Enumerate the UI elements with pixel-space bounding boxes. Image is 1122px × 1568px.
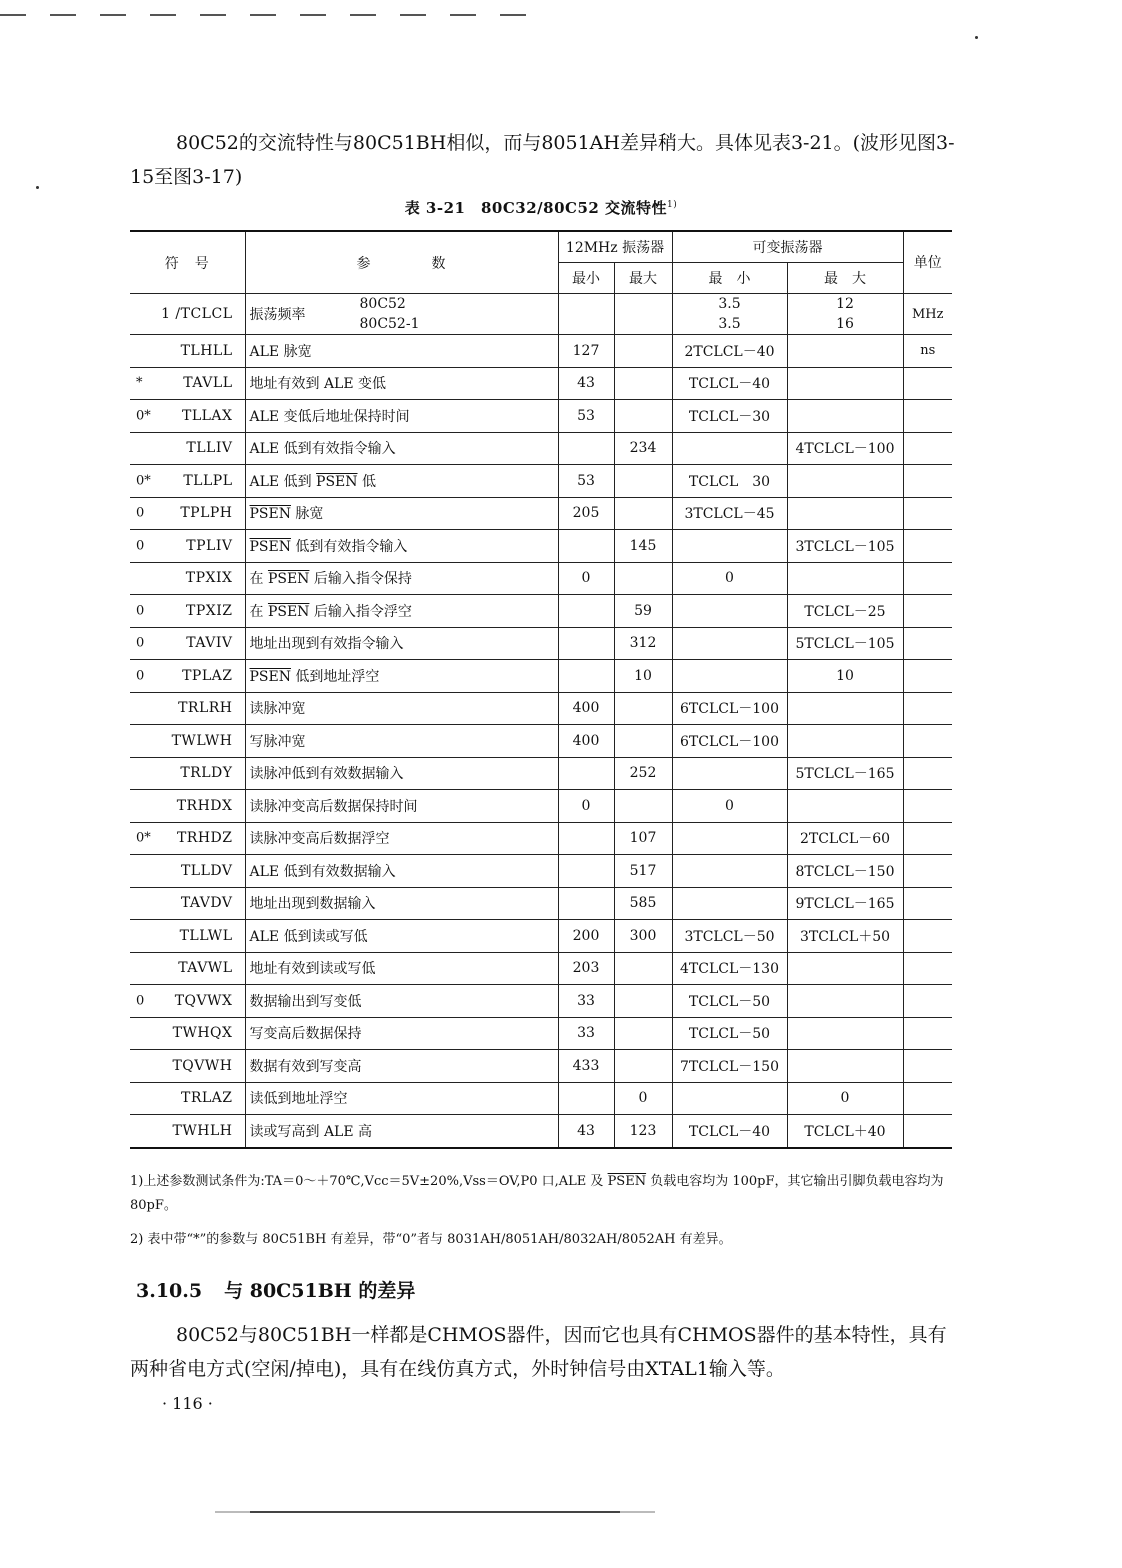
cell-parameter: ALE 脉宽 <box>245 335 558 368</box>
table-row <box>130 725 952 758</box>
cell-parameter: ALE 低到 PSEN 低 <box>245 465 558 498</box>
cell-max-12mhz <box>614 952 672 985</box>
cell-max-variable: 0 <box>787 1082 903 1115</box>
table-row <box>130 367 952 400</box>
header-max-variable: 最 大 <box>787 263 903 294</box>
cell-symbol <box>130 562 245 595</box>
cell-unit <box>903 465 952 498</box>
row-mark: 0* <box>136 473 151 489</box>
cell-symbol <box>130 1082 245 1115</box>
row-symbol: TPLAZ <box>182 667 233 684</box>
table-row <box>130 400 952 433</box>
scan-edge-dashes <box>0 14 540 16</box>
cell-min-12mhz <box>558 757 614 790</box>
cell-max-variable <box>787 692 903 725</box>
row-symbol: TLLPL <box>183 472 233 489</box>
row-symbol: TAVLL <box>183 375 233 392</box>
cell-unit <box>903 497 952 530</box>
header-max-12mhz: 最大 <box>614 263 672 294</box>
cell-max-variable: 2TCLCL－60 <box>787 822 903 855</box>
cell-max-12mhz <box>614 725 672 758</box>
cell-unit: MHz <box>903 294 952 335</box>
table-row <box>130 432 952 465</box>
cell-min-12mhz: 203 <box>558 952 614 985</box>
cell-min-12mhz <box>558 887 614 920</box>
cell-max-variable: 5TCLCL－165 <box>787 757 903 790</box>
cell-symbol <box>130 1115 245 1148</box>
cell-parameter: 读脉冲宽 <box>245 692 558 725</box>
cell-min-12mhz <box>558 294 614 335</box>
cell-unit <box>903 725 952 758</box>
cell-min-variable: TCLCL－30 <box>672 400 787 433</box>
cell-min-12mhz: 400 <box>558 692 614 725</box>
cell-unit <box>903 822 952 855</box>
model-80c52-1: 80C52-1 <box>359 316 420 332</box>
cell-parameter: 数据输出到写变低 <box>245 985 558 1018</box>
row-mark: 0 <box>136 505 145 521</box>
cell-symbol <box>130 627 245 660</box>
row-symbol: TRLAZ <box>180 1090 233 1107</box>
cell-min-12mhz: 33 <box>558 985 614 1018</box>
cell-min-12mhz <box>558 530 614 563</box>
table-row <box>130 952 952 985</box>
cell-min-12mhz <box>558 432 614 465</box>
header-min-variable: 最 小 <box>672 263 787 294</box>
header-parameter: 参 数 <box>245 231 558 294</box>
cell-parameter: 读脉冲低到有效数据输入 <box>245 757 558 790</box>
cell-parameter: PSEN 低到有效指令输入 <box>245 530 558 563</box>
row-mark: 0* <box>136 830 151 846</box>
cell-min-variable: 3.5 3.5 <box>672 294 787 335</box>
table-caption <box>130 197 952 218</box>
cell-max-variable: 10 <box>787 660 903 693</box>
cell-min-12mhz <box>558 595 614 628</box>
cell-parameter: 地址有效到读或写低 <box>245 952 558 985</box>
cell-symbol <box>130 757 245 790</box>
cell-symbol <box>130 595 245 628</box>
table-row <box>130 757 952 790</box>
frequency-label: 振荡频率 <box>249 307 306 323</box>
cell-min-12mhz <box>558 660 614 693</box>
cell-parameter: ALE 低到读或写低 <box>245 920 558 953</box>
cell-min-variable: 3TCLCL－45 <box>672 497 787 530</box>
cell-parameter: 写变高后数据保持 <box>245 1017 558 1050</box>
cell-unit <box>903 400 952 433</box>
cell-unit <box>903 920 952 953</box>
cell-min-12mhz: 433 <box>558 1050 614 1083</box>
table-row <box>130 822 952 855</box>
table-row <box>130 1082 952 1115</box>
cell-max-12mhz: 517 <box>614 855 672 888</box>
cell-min-variable: TCLCL－40 <box>672 367 787 400</box>
cell-max-variable <box>787 725 903 758</box>
cell-min-variable: TCLCL－40 <box>672 1115 787 1148</box>
cell-symbol <box>130 465 245 498</box>
model-80c52: 80C52 <box>359 296 406 312</box>
cell-min-variable: 6TCLCL－100 <box>672 692 787 725</box>
row-symbol: TAVIV <box>186 635 233 652</box>
cell-max-variable <box>787 790 903 823</box>
row-symbol: TRHDX <box>176 797 233 814</box>
cell-min-variable: TCLCL－50 <box>672 985 787 1018</box>
cell-max-12mhz <box>614 1017 672 1050</box>
cell-symbol <box>130 725 245 758</box>
cell-max-variable <box>787 400 903 433</box>
row-symbol: TLLWL <box>179 927 233 944</box>
cell-unit <box>903 692 952 725</box>
row-symbol: TPXIX <box>185 570 233 587</box>
scan-bottom-line <box>215 1511 655 1513</box>
cell-unit <box>903 627 952 660</box>
row-symbol: TRLRH <box>178 700 233 717</box>
cell-parameter: PSEN 脉宽 <box>245 497 558 530</box>
section-number: 3.10.5 <box>136 1280 203 1302</box>
cell-max-12mhz: 252 <box>614 757 672 790</box>
row-symbol: TAVDV <box>180 895 233 912</box>
cell-max-12mhz <box>614 294 672 335</box>
scan-speck <box>975 36 978 39</box>
cell-min-12mhz: 33 <box>558 1017 614 1050</box>
cell-min-variable <box>672 757 787 790</box>
cell-min-12mhz: 43 <box>558 1115 614 1148</box>
cell-max-12mhz <box>614 985 672 1018</box>
cell-min-variable: 2TCLCL－40 <box>672 335 787 368</box>
table-row <box>130 530 952 563</box>
cell-symbol <box>130 432 245 465</box>
cell-symbol <box>130 887 245 920</box>
table-caption-note: 1) <box>667 200 678 210</box>
cell-max-12mhz <box>614 1050 672 1083</box>
cell-min-12mhz <box>558 1082 614 1115</box>
cell-max-12mhz <box>614 367 672 400</box>
table-row <box>130 497 952 530</box>
cell-parameter: ALE 变低后地址保持时间 <box>245 400 558 433</box>
cell-max-12mhz: 123 <box>614 1115 672 1148</box>
cell-min-variable: 0 <box>672 790 787 823</box>
cell-min-12mhz: 205 <box>558 497 614 530</box>
table-row <box>130 985 952 1018</box>
cell-min-variable <box>672 432 787 465</box>
cell-max-12mhz <box>614 790 672 823</box>
header-12mhz-oscillator: 12MHz 振荡器 <box>558 231 672 263</box>
cell-max-12mhz: 145 <box>614 530 672 563</box>
footnote-1: 1)上述参数测试条件为:TA＝0～＋70℃,Vcc＝5V±20%,Vss＝OV,P0 口,ALE 及 PSEN 负载电容均为 100pF，其它输出引脚负载电容均为 80pF。 <box>130 1174 944 1213</box>
cell-max-12mhz: 312 <box>614 627 672 660</box>
cell-parameter: 地址出现到数据输入 <box>245 887 558 920</box>
section-title: 与 80C51BH 的差异 <box>224 1280 416 1302</box>
cell-max-variable <box>787 1017 903 1050</box>
cell-min-12mhz <box>558 822 614 855</box>
cell-max-variable <box>787 335 903 368</box>
cell-symbol <box>130 1017 245 1050</box>
cell-unit <box>903 367 952 400</box>
cell-max-variable: TCLCL－25 <box>787 595 903 628</box>
cell-max-12mhz: 10 <box>614 660 672 693</box>
cell-max-variable: 3TCLCL＋50 <box>787 920 903 953</box>
cell-symbol <box>130 530 245 563</box>
cell-min-variable <box>672 822 787 855</box>
cell-max-variable: 5TCLCL－105 <box>787 627 903 660</box>
cell-unit <box>903 1050 952 1083</box>
cell-max-12mhz: 234 <box>614 432 672 465</box>
cell-parameter: 写脉冲宽 <box>245 725 558 758</box>
table-row <box>130 465 952 498</box>
page-number: · 116 · <box>162 1394 213 1413</box>
cell-unit <box>903 562 952 595</box>
row-symbol: TLLAX <box>181 407 233 424</box>
header-min-12mhz: 最小 <box>558 263 614 294</box>
table-row <box>130 1050 952 1083</box>
cell-max-variable <box>787 952 903 985</box>
cell-parameter: 读低到地址浮空 <box>245 1082 558 1115</box>
cell-max-variable: 3TCLCL－105 <box>787 530 903 563</box>
row-symbol: TPLPH <box>180 505 233 522</box>
cell-min-12mhz <box>558 855 614 888</box>
table-row <box>130 595 952 628</box>
cell-unit <box>903 855 952 888</box>
cell-min-variable: 7TCLCL－150 <box>672 1050 787 1083</box>
cell-parameter: 在 PSEN 后输入指令浮空 <box>245 595 558 628</box>
cell-parameter: 地址有效到 ALE 变低 <box>245 367 558 400</box>
table-row <box>130 1017 952 1050</box>
row-symbol: TWHQX <box>172 1025 233 1042</box>
cell-unit <box>903 595 952 628</box>
row-symbol: TWLWH <box>171 732 233 749</box>
cell-min-variable: 0 <box>672 562 787 595</box>
body-paragraph: 80C52与80C51BH一样都是CHMOS器件，因而它也具有CHMOS器件的基本特性，具有两种省电方式(空闲/掉电)，具有在线仿真方式，外时钟信号由XTAL1输入等。 <box>130 1324 947 1380</box>
table-row <box>130 887 952 920</box>
row-symbol: TLHLL <box>180 342 233 359</box>
cell-max-variable: TCLCL＋40 <box>787 1115 903 1148</box>
row-symbol: TPLIV <box>186 537 233 554</box>
cell-max-variable: 12 16 <box>787 294 903 335</box>
cell-max-12mhz <box>614 692 672 725</box>
table-row <box>130 920 952 953</box>
section-heading <box>136 1276 415 1303</box>
table-row <box>130 562 952 595</box>
cell-min-12mhz: 0 <box>558 790 614 823</box>
cell-parameter: PSEN 低到地址浮空 <box>245 660 558 693</box>
cell-unit <box>903 432 952 465</box>
cell-unit <box>903 1115 952 1148</box>
cell-unit <box>903 1017 952 1050</box>
ac-characteristics-table <box>130 230 952 1149</box>
cell-unit <box>903 887 952 920</box>
cell-max-12mhz: 0 <box>614 1082 672 1115</box>
row-symbol: TQVWH <box>172 1057 233 1074</box>
cell-min-variable <box>672 595 787 628</box>
row-mark: 0 <box>136 668 145 684</box>
cell-unit <box>903 530 952 563</box>
row-mark: 0 <box>136 603 145 619</box>
cell-unit <box>903 1082 952 1115</box>
header-symbol: 符 号 <box>130 231 245 294</box>
cell-symbol <box>130 335 245 368</box>
cell-unit <box>903 985 952 1018</box>
cell-symbol <box>130 660 245 693</box>
cell-max-variable: 8TCLCL－150 <box>787 855 903 888</box>
cell-symbol <box>130 497 245 530</box>
table-row <box>130 1115 952 1148</box>
cell-symbol <box>130 692 245 725</box>
cell-parameter: 读或写高到 ALE 高 <box>245 1115 558 1148</box>
row-mark: * <box>136 375 143 391</box>
cell-max-variable <box>787 562 903 595</box>
cell-symbol <box>130 822 245 855</box>
row-mark: 0* <box>136 408 151 424</box>
cell-symbol <box>130 855 245 888</box>
cell-max-12mhz: 300 <box>614 920 672 953</box>
cell-max-12mhz <box>614 335 672 368</box>
cell-min-variable <box>672 1082 787 1115</box>
cell-unit <box>903 952 952 985</box>
cell-max-12mhz: 59 <box>614 595 672 628</box>
cell-max-12mhz <box>614 562 672 595</box>
cell-min-variable <box>672 855 787 888</box>
row-symbol: TAVWL <box>178 960 233 977</box>
row-symbol: TWHLH <box>172 1122 233 1139</box>
cell-parameter: 数据有效到写变高 <box>245 1050 558 1083</box>
table-row <box>130 855 952 888</box>
cell-symbol <box>130 790 245 823</box>
cell-unit <box>903 757 952 790</box>
cell-parameter: 读脉冲变高后数据保持时间 <box>245 790 558 823</box>
cell-min-12mhz: 53 <box>558 465 614 498</box>
cell-max-variable <box>787 465 903 498</box>
cell-parameter: 地址出现到有效指令输入 <box>245 627 558 660</box>
cell-parameter <box>245 294 558 335</box>
cell-max-variable: 9TCLCL－165 <box>787 887 903 920</box>
cell-symbol <box>130 920 245 953</box>
cell-min-12mhz: 400 <box>558 725 614 758</box>
cell-symbol <box>130 985 245 1018</box>
cell-min-12mhz: 200 <box>558 920 614 953</box>
cell-max-12mhz <box>614 497 672 530</box>
cell-symbol: 1 /TCLCL <box>130 294 245 335</box>
table-row-frequency <box>130 294 952 335</box>
cell-parameter: ALE 低到有效数据输入 <box>245 855 558 888</box>
table-caption-text: 表 3-21 80C32/80C52 交流特性 <box>404 199 668 217</box>
cell-max-variable <box>787 367 903 400</box>
cell-min-12mhz: 43 <box>558 367 614 400</box>
table-row <box>130 660 952 693</box>
cell-max-variable: 4TCLCL－100 <box>787 432 903 465</box>
row-symbol: TRHDZ <box>176 830 233 847</box>
cell-parameter: 读脉冲变高后数据浮空 <box>245 822 558 855</box>
cell-min-variable: TCLCL－50 <box>672 1017 787 1050</box>
psen-overline: PSEN <box>607 1174 647 1189</box>
cell-max-12mhz <box>614 400 672 433</box>
cell-min-variable <box>672 530 787 563</box>
header-unit: 单位 <box>903 231 952 294</box>
cell-max-12mhz: 585 <box>614 887 672 920</box>
table-row <box>130 692 952 725</box>
cell-min-variable: 6TCLCL－100 <box>672 725 787 758</box>
row-symbol: TLLDV <box>180 862 233 879</box>
cell-unit: ns <box>903 335 952 368</box>
cell-parameter: ALE 低到有效指令输入 <box>245 432 558 465</box>
cell-min-variable <box>672 887 787 920</box>
cell-max-variable <box>787 1050 903 1083</box>
table-row <box>130 335 952 368</box>
footnote-2: 2) 表中带“*”的参数与 80C51BH 有差异，带“0”者与 8031AH/8051AH/8032AH/8052AH 有差异。 <box>130 1232 732 1247</box>
cell-symbol <box>130 1050 245 1083</box>
cell-symbol <box>130 952 245 985</box>
cell-symbol <box>130 367 245 400</box>
table-row <box>130 790 952 823</box>
row-symbol: TQVWX <box>174 992 233 1009</box>
cell-min-variable: 3TCLCL－50 <box>672 920 787 953</box>
row-symbol: TPXIZ <box>186 602 233 619</box>
cell-min-variable <box>672 660 787 693</box>
cell-min-12mhz: 0 <box>558 562 614 595</box>
table-row <box>130 627 952 660</box>
cell-min-variable: TCLCL 30 <box>672 465 787 498</box>
row-mark: 0 <box>136 993 145 1009</box>
cell-min-variable: 4TCLCL－130 <box>672 952 787 985</box>
intro-paragraph: 80C52的交流特性与80C51BH相似，而与8051AH差异稍大。具体见表3-21。(波形见图3-15至图3-17) <box>130 132 955 188</box>
cell-unit <box>903 660 952 693</box>
cell-parameter: 在 PSEN 后输入指令保持 <box>245 562 558 595</box>
cell-min-12mhz: 53 <box>558 400 614 433</box>
row-symbol: TLLIV <box>186 440 233 457</box>
row-mark: 0 <box>136 635 145 651</box>
cell-max-12mhz <box>614 465 672 498</box>
cell-min-variable <box>672 627 787 660</box>
row-mark: 0 <box>136 538 145 554</box>
cell-min-12mhz <box>558 627 614 660</box>
cell-max-variable <box>787 985 903 1018</box>
cell-symbol <box>130 400 245 433</box>
row-symbol: TRLDY <box>180 765 233 782</box>
header-variable-oscillator: 可变振荡器 <box>672 231 903 263</box>
cell-unit <box>903 790 952 823</box>
cell-max-12mhz: 107 <box>614 822 672 855</box>
scan-speck <box>36 186 39 189</box>
cell-min-12mhz: 127 <box>558 335 614 368</box>
cell-max-variable <box>787 497 903 530</box>
